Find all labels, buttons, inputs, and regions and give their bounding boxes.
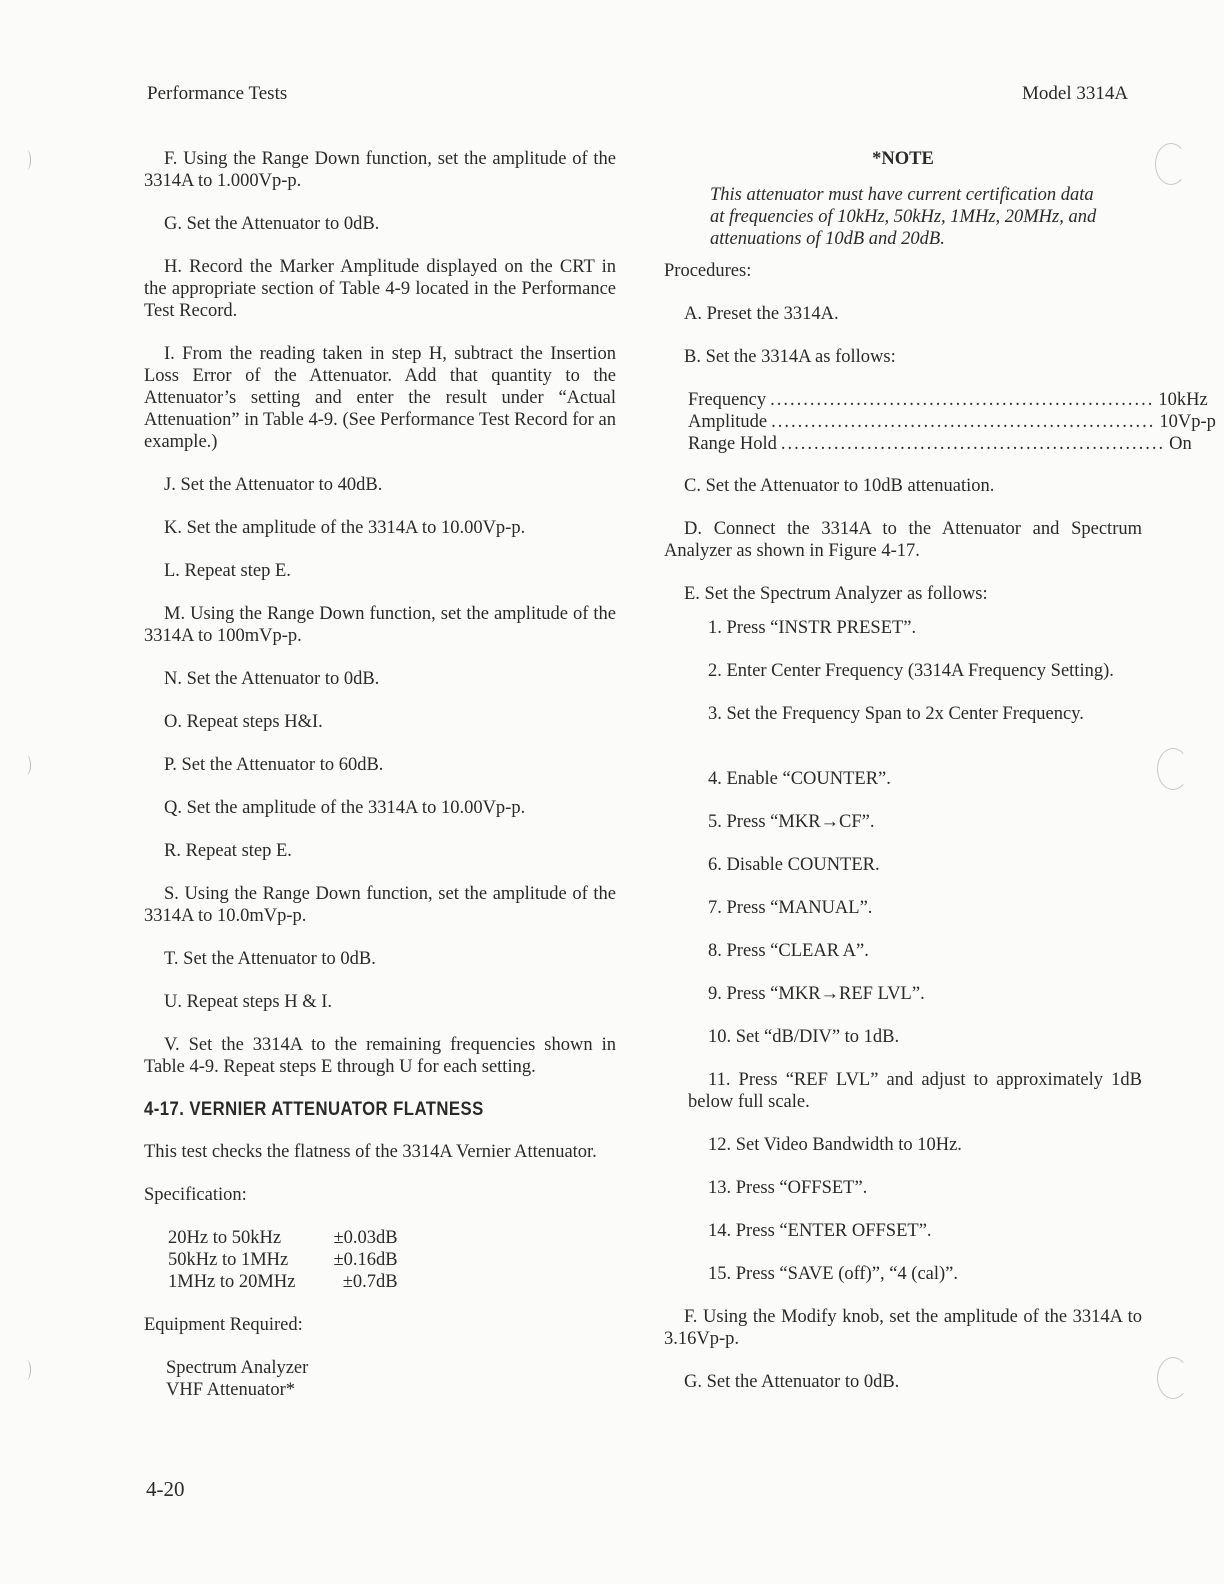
step-t: T. Set the Attenuator to 0dB.: [164, 949, 376, 969]
spec-range: 20Hz to 50kHz: [168, 1228, 282, 1248]
substep: 1. Press “INSTR PRESET”.: [708, 618, 917, 638]
substep: 14. Press “ENTER OFFSET”.: [708, 1221, 932, 1241]
left-column: [144, 148, 616, 1422]
step-g: G. Set the Attenuator to 0dB.: [164, 214, 380, 234]
spec-range: 1MHz to 20MHz: [168, 1272, 296, 1292]
equipment-item: Spectrum Analyzer: [166, 1358, 309, 1378]
settings-list: [688, 389, 1216, 455]
note-body: This attenuator must have current certification data at frequencies of 10kHz, 50kHz, 1MHz, 20MHz, and attenuations of 10dB and 20dB.: [710, 185, 1097, 249]
leader-dots: ..........................................................: [780, 434, 1166, 454]
step-u: U. Repeat steps H & I.: [164, 992, 333, 1012]
step-m: M. Using the Range Down function, set the amplitude of the 3314A to 100mVp-p.: [144, 604, 616, 646]
binder-edge-mark: [22, 755, 31, 775]
substep: 10. Set “dB/DIV” to 1dB.: [708, 1027, 900, 1047]
step-h: H. Record the Marker Amplitude displayed on the CRT in the appropriate section of Table 4-9 located in the Performance Test Record.: [144, 257, 616, 321]
step-p: P. Set the Attenuator to 60dB.: [164, 755, 384, 775]
spec-tolerance: ±0.16dB: [333, 1250, 398, 1270]
spec-tolerance: ±0.7dB: [342, 1272, 398, 1292]
substep: 12. Set Video Bandwidth to 10Hz.: [708, 1135, 962, 1155]
substep: 6. Disable COUNTER.: [708, 855, 880, 875]
binder-edge-mark: [22, 150, 31, 170]
right-column: [664, 148, 1216, 1414]
step-o: O. Repeat steps H&I.: [164, 712, 323, 732]
setting-label: Amplitude: [688, 412, 768, 432]
substep: 11. Press “REF LVL” and adjust to approximately 1dB below full scale.: [688, 1070, 1142, 1112]
setting-value: On: [1169, 434, 1192, 454]
step-r: R. Repeat step E.: [164, 841, 292, 861]
procedures-label: Procedures:: [664, 261, 752, 281]
step-v: V. Set the 3314A to the remaining frequencies shown in Table 4-9. Repeat steps E through U for each setting.: [144, 1035, 616, 1077]
specification-label: Specification:: [144, 1185, 247, 1205]
running-header-section: Performance Tests: [147, 83, 288, 104]
spec-tolerance: ±0.03dB: [333, 1228, 398, 1248]
binder-edge-mark: [22, 1360, 31, 1380]
spec-row: [168, 1271, 398, 1293]
substep: 5. Press “MKR→CF”.: [708, 812, 875, 832]
page-number: 4-20: [146, 1477, 185, 1501]
step-f-right: F. Using the Modify knob, set the amplitude of the 3314A to 3.16Vp-p.: [664, 1307, 1142, 1349]
binder-hole-mark: [1157, 748, 1189, 790]
step-i: I. From the reading taken in step H, subtract the Insertion Loss Error of the Attenuator. Add that quantity to the Attenuator’s setting and enter the result under “Actual Attenuation” in Table 4-9. (See Performance Test Record for an example.): [144, 344, 616, 452]
spec-row: [168, 1249, 398, 1271]
setting-row: [688, 411, 1216, 433]
equipment-list: [166, 1357, 616, 1401]
running-header-model: Model 3314A: [1022, 83, 1129, 104]
setting-value: 10kHz: [1158, 390, 1208, 410]
step-a: A. Preset the 3314A.: [684, 304, 839, 324]
substep: 3. Set the Frequency Span to 2x Center Frequency.: [708, 704, 1084, 724]
section-title: 4-17. VERNIER ATTENUATOR FLATNESS: [144, 1099, 484, 1120]
spec-range: 50kHz to 1MHz: [168, 1250, 289, 1270]
step-e: E. Set the Spectrum Analyzer as follows:: [684, 584, 988, 604]
setting-value: 10Vp-p: [1159, 412, 1216, 432]
leader-dots: ..........................................................: [770, 390, 1155, 410]
binder-hole-mark: [1155, 143, 1187, 185]
step-n: N. Set the Attenuator to 0dB.: [164, 669, 380, 689]
spec-row: [168, 1227, 398, 1249]
setting-row: [688, 389, 1208, 411]
setting-label: Range Hold: [688, 434, 777, 454]
step-s: S. Using the Range Down function, set the amplitude of the 3314A to 10.0mVp-p.: [144, 884, 616, 926]
substep: 4. Enable “COUNTER”.: [708, 769, 891, 789]
setting-label: Frequency: [688, 390, 767, 410]
substep: 15. Press “SAVE (off)”, “4 (cal)”.: [708, 1264, 959, 1284]
binder-hole-mark: [1157, 1357, 1189, 1399]
section-intro: This test checks the flatness of the 3314A Vernier Attenuator.: [144, 1142, 597, 1162]
setting-row: [688, 433, 1192, 455]
step-l: L. Repeat step E.: [164, 561, 291, 581]
step-q: Q. Set the amplitude of the 3314A to 10.00Vp-p.: [164, 798, 526, 818]
leader-dots: ..........................................................: [771, 412, 1156, 432]
substep: 9. Press “MKR→REF LVL”.: [708, 984, 925, 1004]
step-c: C. Set the Attenuator to 10dB attenuation.: [684, 476, 995, 496]
step-g-right: G. Set the Attenuator to 0dB.: [684, 1372, 900, 1392]
step-b: B. Set the 3314A as follows:: [684, 347, 896, 367]
step-j: J. Set the Attenuator to 40dB.: [164, 475, 383, 495]
substep: 7. Press “MANUAL”.: [708, 898, 873, 918]
step-k: K. Set the amplitude of the 3314A to 10.00Vp-p.: [164, 518, 526, 538]
note-title: *NOTE: [872, 149, 934, 169]
step-d: D. Connect the 3314A to the Attenuator and Spectrum Analyzer as shown in Figure 4-17.: [664, 519, 1142, 561]
substep: 13. Press “OFFSET”.: [708, 1178, 868, 1198]
equipment-label: Equipment Required:: [144, 1315, 303, 1335]
step-f: F. Using the Range Down function, set the amplitude of the 3314A to 1.000Vp-p.: [144, 149, 616, 191]
specification-table: [168, 1227, 398, 1293]
substep: 2. Enter Center Frequency (3314A Frequency Setting).: [708, 661, 1114, 681]
equipment-item: VHF Attenuator*: [166, 1380, 295, 1400]
substep: 8. Press “CLEAR A”.: [708, 941, 869, 961]
